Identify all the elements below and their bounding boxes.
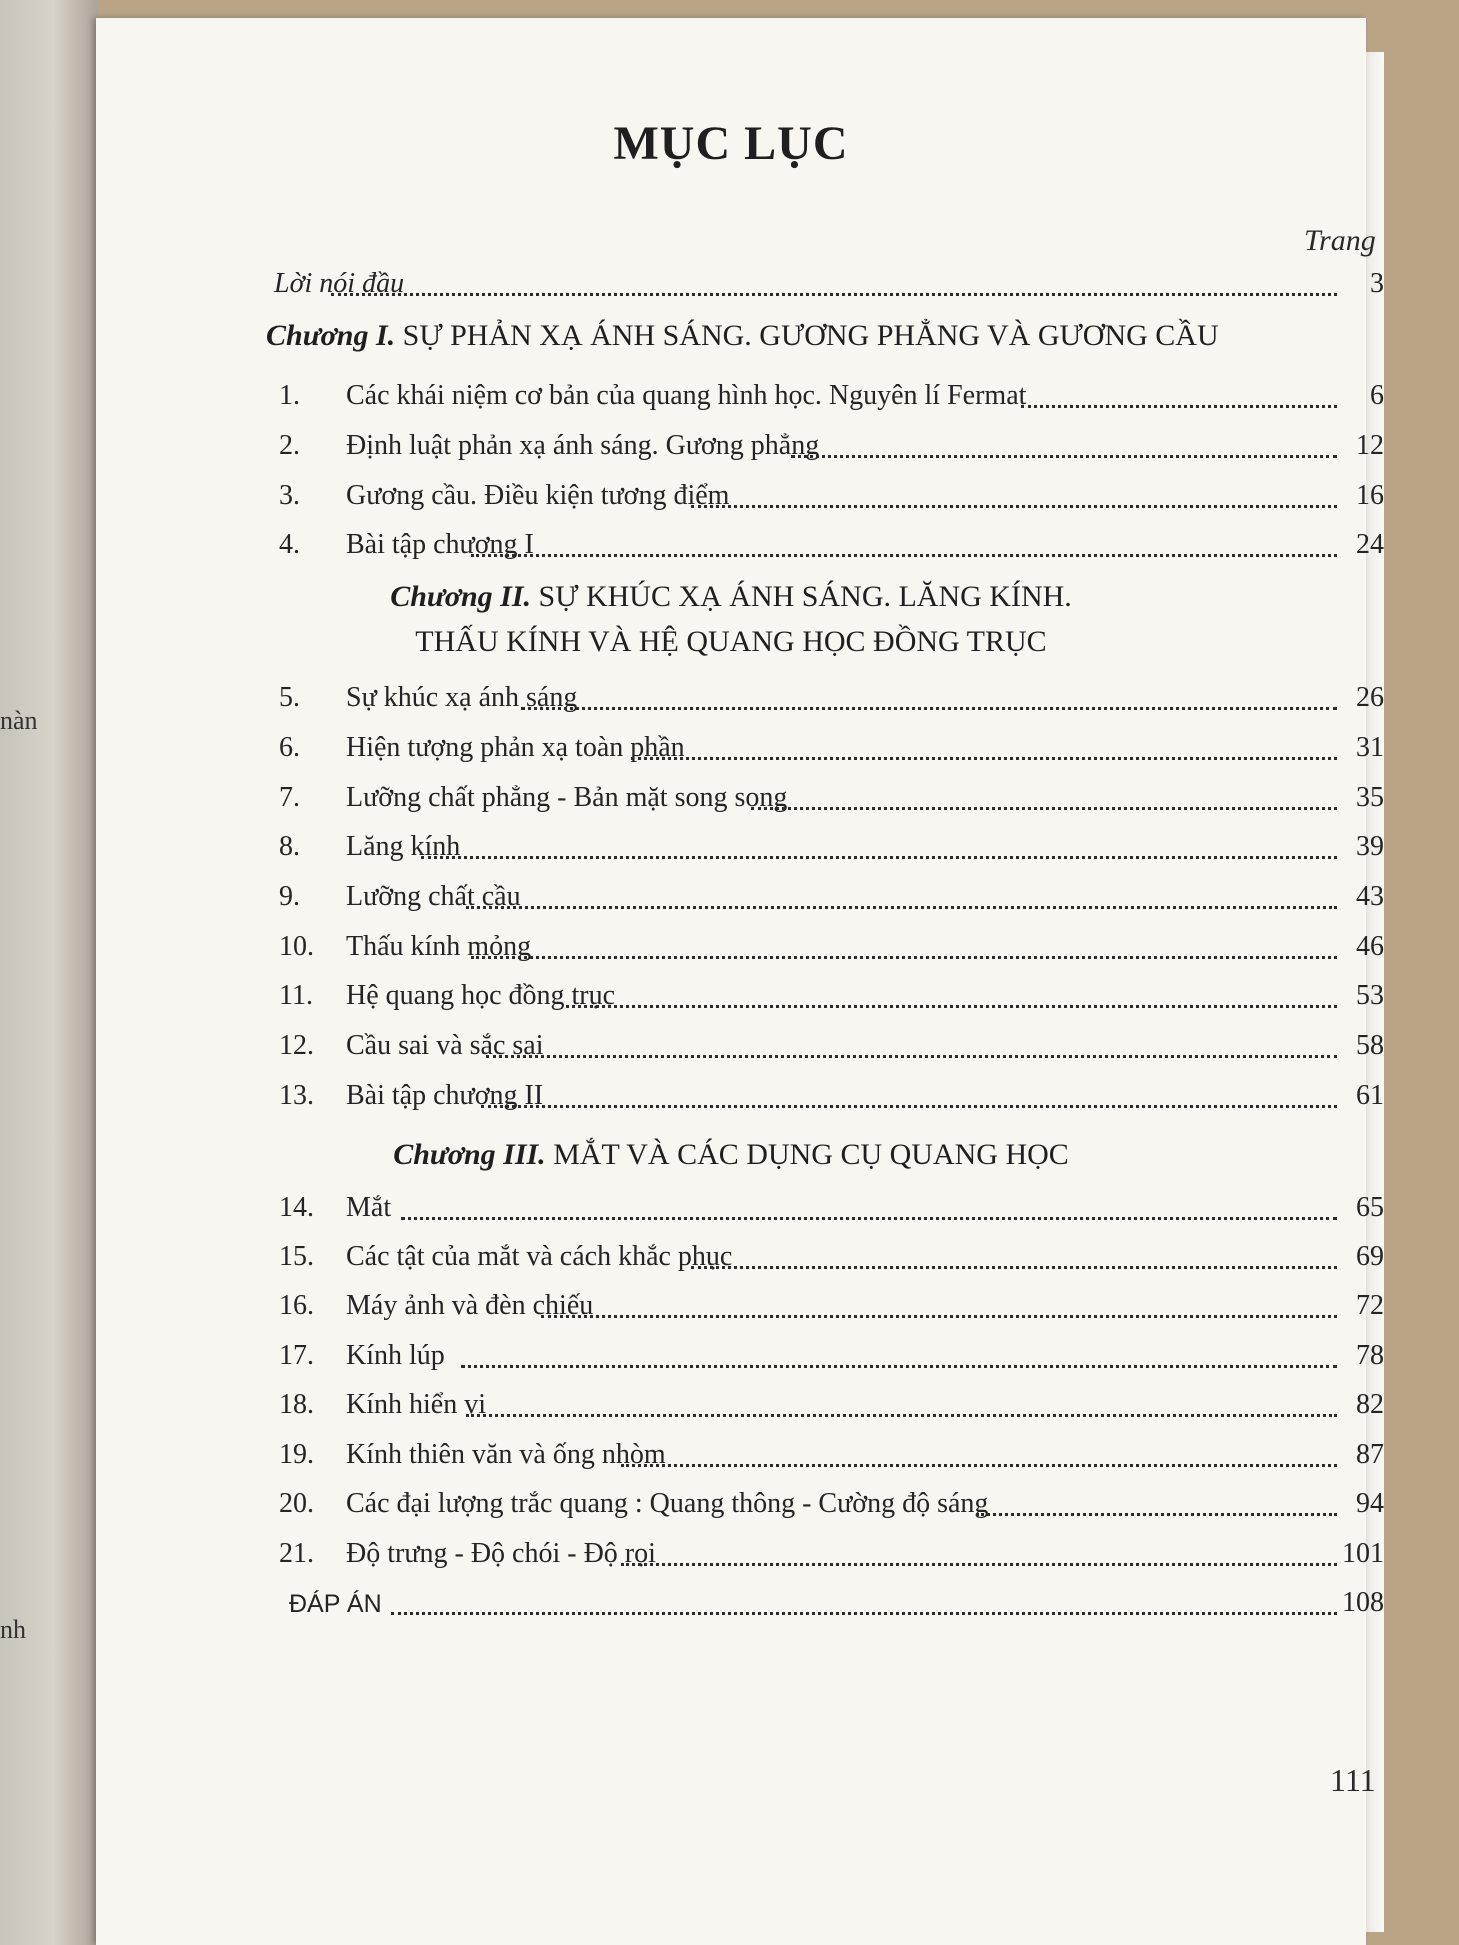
toc-entry-page: 46 (1356, 931, 1384, 962)
toc-entry-label: Các tật của mắt và cách khắc phục (346, 1241, 733, 1272)
toc-entry-number: 11. (279, 980, 313, 1011)
toc-entry-page: 58 (1356, 1030, 1384, 1061)
chapter-number: Chương III. (393, 1138, 546, 1171)
toc-entry-number: 16. (279, 1290, 314, 1321)
toc-entry-page: 65 (1356, 1192, 1384, 1223)
toc-entry-page: 94 (1356, 1488, 1384, 1519)
toc-entry-page: 39 (1356, 831, 1384, 862)
toc-entry[interactable] (96, 428, 1386, 468)
dot-leader (481, 1105, 1337, 1108)
dot-leader (331, 293, 1337, 296)
toc-entry-number: 3. (279, 480, 300, 511)
toc-entry[interactable] (96, 478, 1386, 518)
toc-entry-page: 72 (1356, 1290, 1384, 1321)
dot-leader (621, 1563, 1337, 1566)
toc-entry-page: 31 (1356, 732, 1384, 763)
toc-entry-page: 101 (1342, 1538, 1384, 1569)
dot-leader (466, 906, 1337, 909)
dot-leader (471, 554, 1337, 557)
toc-entry-label: Gương cầu. Điều kiện tương điểm (346, 480, 730, 511)
toc-entry[interactable] (96, 780, 1386, 820)
toc-entry[interactable] (96, 829, 1386, 869)
toc-entry-number: 14. (279, 1192, 314, 1223)
toc-entry-number: 15. (279, 1241, 314, 1272)
toc-entry-label: Kính lúp (346, 1340, 445, 1371)
dot-leader (466, 1414, 1337, 1417)
toc-entry-page: 108 (1342, 1587, 1384, 1618)
dot-leader (461, 1365, 1337, 1368)
toc-entry-page: 69 (1356, 1241, 1384, 1272)
toc-entry-label: Lưỡng chất cầu (346, 881, 521, 912)
toc-entry[interactable] (96, 1486, 1386, 1526)
left-page-edge (0, 0, 98, 1945)
toc-entry-page: 12 (1356, 430, 1384, 461)
toc-entry-page: 6 (1370, 380, 1384, 411)
toc-entry-label: Mắt (346, 1192, 392, 1223)
toc-entry-number: 10. (279, 931, 314, 962)
toc-entry-answers[interactable] (96, 1585, 1386, 1625)
chapter-title: SỰ KHÚC XẠ ÁNH SÁNG. LĂNG KÍNH. (531, 580, 1072, 613)
chapter-heading-3 (96, 1138, 1366, 1172)
left-page-text-fragment: nh (0, 1615, 26, 1644)
toc-entry-number: 8. (279, 831, 300, 862)
page-number: 111 (1330, 1762, 1376, 1798)
toc-entry-page: 87 (1356, 1439, 1384, 1470)
toc-entry-label: Định luật phản xạ ánh sáng. Gương phẳng (346, 430, 820, 461)
toc-entry-number: 9. (279, 881, 300, 912)
toc-entry-number: 7. (279, 782, 300, 813)
toc-entry[interactable] (96, 1387, 1386, 1427)
toc-entry-page: 43 (1356, 881, 1384, 912)
dot-leader (566, 1005, 1337, 1008)
toc-entry-label: Kính hiển vi (346, 1389, 486, 1420)
toc-entry[interactable] (96, 527, 1386, 567)
toc-entry-page: 16 (1356, 480, 1384, 511)
chapter-number: Chương I. (266, 319, 396, 352)
toc-entry-label: Thấu kính mỏng (346, 931, 532, 962)
toc-entry-number: 12. (279, 1030, 314, 1061)
toc-entry-label: Sự khúc xạ ánh sáng (346, 682, 578, 713)
toc-entry-label: Kính thiên văn và ống nhòm (346, 1439, 666, 1470)
dot-leader (691, 1266, 1337, 1269)
toc-entry-label: Lưỡng chất phẳng - Bản mặt song song (346, 782, 788, 813)
dot-leader (751, 807, 1337, 810)
toc-entry-intro[interactable] (96, 266, 1386, 306)
toc-entry-label: ĐÁP ÁN (289, 1590, 382, 1618)
toc-entry[interactable] (96, 1078, 1386, 1118)
toc-entry[interactable] (96, 1437, 1386, 1477)
toc-entry[interactable] (96, 378, 1386, 418)
toc-entry-number: 4. (279, 529, 300, 560)
toc-entry-number: 13. (279, 1080, 314, 1111)
toc-entry-label: Hiện tượng phản xạ toàn phần (346, 732, 685, 763)
chapter-number: Chương II. (390, 580, 532, 613)
dot-leader (401, 1217, 1337, 1220)
page-column-label: Trang (1304, 224, 1376, 257)
toc-entry-label: Lời nói đầu (274, 268, 405, 299)
dot-leader (541, 1315, 1337, 1318)
toc-entry-number: 6. (279, 732, 300, 763)
toc-entry-number: 2. (279, 430, 300, 461)
toc-entry-label: Cầu sai và sắc sai (346, 1030, 544, 1061)
toc-entry-page: 3 (1370, 268, 1384, 299)
chapter-heading-1 (266, 319, 1219, 353)
toc-entry-label: Lăng kính (346, 831, 461, 862)
toc-entry[interactable] (96, 730, 1386, 770)
toc-entry-label: Hệ quang học đồng trục (346, 980, 616, 1011)
toc-entry-number: 20. (279, 1488, 314, 1519)
toc-entry-label: Bài tập chương II (346, 1080, 544, 1111)
dot-leader (791, 455, 1337, 458)
toc-entry-page: 78 (1356, 1340, 1384, 1371)
toc-entry-page: 61 (1356, 1080, 1384, 1111)
toc-entry[interactable] (96, 1190, 1386, 1230)
toc-entry-number: 18. (279, 1389, 314, 1420)
toc-entry-label: Các khái niệm cơ bản của quang hình học. Nguyên lí Fermat (346, 380, 1027, 411)
dot-leader (486, 1055, 1337, 1058)
dot-leader (521, 707, 1337, 710)
chapter-title: SỰ PHẢN XẠ ÁNH SÁNG. GƯƠNG PHẲNG VÀ GƯƠNG CẦU (395, 319, 1219, 352)
toc-entry[interactable] (96, 680, 1386, 720)
toc-entry[interactable] (96, 879, 1386, 919)
toc-entry-label: Máy ảnh và đèn chiếu (346, 1290, 594, 1321)
toc-entry-page: 53 (1356, 980, 1384, 1011)
dot-leader (471, 956, 1337, 959)
left-page-text-fragment: nàn (0, 706, 38, 735)
chapter-heading-2-line-2: THẤU KÍNH VÀ HỆ QUANG HỌC ĐỒNG TRỤC (415, 625, 1047, 658)
toc-entry-page: 26 (1356, 682, 1384, 713)
dot-leader (391, 1612, 1337, 1615)
dot-leader (1021, 405, 1337, 408)
dot-leader (621, 1464, 1337, 1467)
toc-entry[interactable] (96, 1338, 1386, 1378)
toc-entry[interactable] (96, 1028, 1386, 1068)
dot-leader (421, 856, 1337, 859)
toc-entry[interactable] (96, 978, 1386, 1018)
toc-entry-number: 21. (279, 1538, 314, 1569)
toc-entry-label: Độ trưng - Độ chói - Độ rọi (346, 1538, 656, 1569)
toc-entry-label: Các đại lượng trắc quang : Quang thông - Cường độ sáng (346, 1488, 989, 1519)
toc-entry-number: 17. (279, 1340, 314, 1371)
toc-entry-label: Bài tập chương I (346, 529, 534, 560)
toc-entry-page: 35 (1356, 782, 1384, 813)
toc-entry[interactable] (96, 929, 1386, 969)
toc-entry-number: 5. (279, 682, 300, 713)
toc-entry-number: 1. (279, 380, 300, 411)
chapter-title: MẮT VÀ CÁC DỤNG CỤ QUANG HỌC (545, 1138, 1069, 1171)
toc-entry[interactable] (96, 1536, 1386, 1576)
toc-entry[interactable] (96, 1239, 1386, 1279)
dot-leader (631, 757, 1337, 760)
dot-leader (976, 1513, 1337, 1516)
page-title: MỤC LỤC (613, 117, 849, 170)
chapter-heading-2 (96, 580, 1366, 614)
toc-page (96, 18, 1384, 1945)
toc-entry-page: 24 (1356, 529, 1384, 560)
toc-entry-number: 19. (279, 1439, 314, 1470)
dot-leader (691, 505, 1337, 508)
toc-entry[interactable] (96, 1288, 1386, 1328)
toc-entry-page: 82 (1356, 1389, 1384, 1420)
